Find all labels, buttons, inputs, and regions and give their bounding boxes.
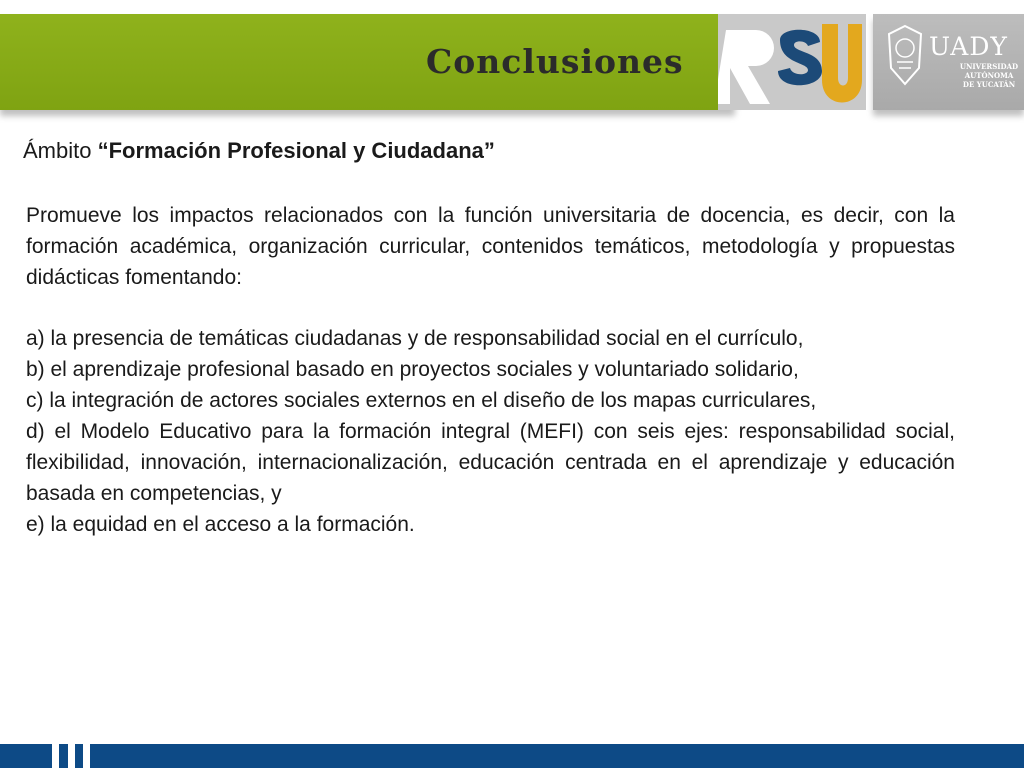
body-text bbox=[26, 200, 955, 540]
uady-logo-name: UADY bbox=[929, 32, 1008, 61]
list-item: d) el Modelo Educativo para la formación integral (MEFI) con seis ejes: responsabilidad social, flexibilidad, innovación, internacionalización, educación centrada en el aprendizaje y educación basada en competencias, y bbox=[26, 420, 955, 505]
uady-logo-subtitle: UNIVERSIDAD AUTÓNOMA DE YUCATÁN bbox=[959, 62, 1019, 89]
list-item: c) la integración de actores sociales externos en el diseño de los mapas curriculares, bbox=[26, 389, 817, 412]
rsu-logo bbox=[718, 10, 866, 114]
section-heading-name: “Formación Profesional y Ciudadana” bbox=[97, 138, 495, 163]
list-item: a) la presencia de temáticas ciudadanas y de responsabilidad social en el currículo, bbox=[26, 327, 804, 350]
uady-logo bbox=[873, 14, 1024, 110]
list-item: b) el aprendizaje profesional basado en proyectos sociales y voluntariado solidario, bbox=[26, 358, 799, 381]
section-heading-prefix: Ámbito bbox=[23, 138, 98, 163]
slide-title: Conclusiones bbox=[426, 42, 684, 81]
footer-divider bbox=[52, 744, 59, 768]
intro-paragraph: Promueve los impactos relacionados con la función universitaria de docencia, es decir, con la formación académica, organización curricular, contenidos temáticos, metodología y propuestas didácticas fomentando: bbox=[26, 204, 955, 289]
section-heading bbox=[23, 138, 495, 164]
footer-divider bbox=[68, 744, 75, 768]
footer-divider bbox=[83, 744, 90, 768]
list-item: e) la equidad en el acceso a la formación. bbox=[26, 513, 415, 536]
footer-bar bbox=[0, 744, 1024, 768]
uady-seal-icon bbox=[885, 24, 925, 86]
